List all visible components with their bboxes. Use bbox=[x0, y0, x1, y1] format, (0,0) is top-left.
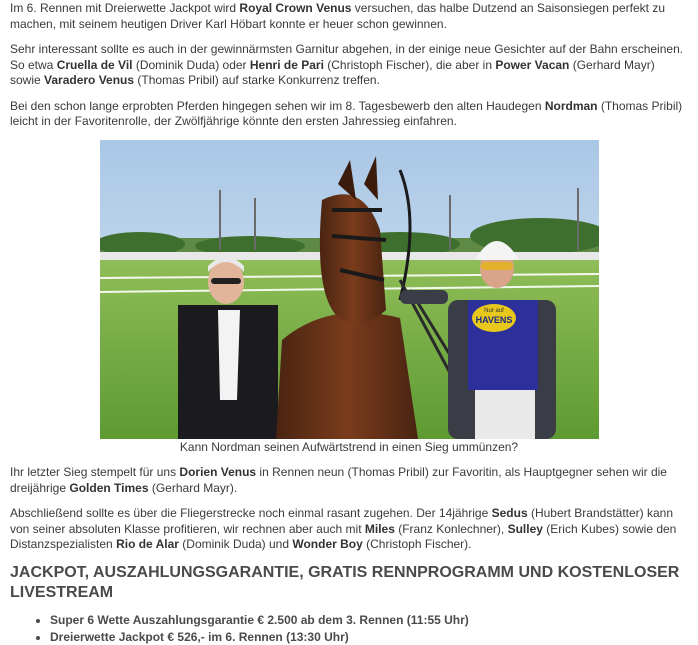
bold-name: Nordman bbox=[544, 98, 598, 113]
bold-name: Golden Times bbox=[69, 480, 149, 495]
text-run: (Erich Kubes) sowie den Distanzspezialisten bbox=[10, 521, 677, 551]
text-run: (Gerhard Mayr). bbox=[148, 480, 238, 495]
text-run: Bei den schon lange erprobten Pferden hingegen sehen wir im 8. Tagesbewerb den alten Haudegen bbox=[10, 98, 545, 113]
text-run: Im 6. Rennen mit Dreierwette Jackpot wird bbox=[10, 1, 240, 15]
bullet-item: • Dreierwette Jackpot € 526,- im 6. Rennen (13:30 Uhr) bbox=[50, 630, 688, 645]
following-paragraphs bbox=[10, 465, 688, 553]
figure-caption: Kann Nordman seinen Aufwärtstrend in einen Sieg ummünzen? bbox=[179, 439, 519, 454]
article-paragraph bbox=[10, 465, 688, 496]
text-run: (Hubert Brandstätter) kann von seiner absoluten Klasse profitieren, wir rechnen aber auch mit bbox=[10, 506, 674, 536]
text-run: (Dominik Duda) oder bbox=[132, 57, 250, 72]
bold-name: Sedus bbox=[491, 506, 528, 520]
text-run: versuchen, das halbe Dutzend an Saisonsiegen perfekt zu machen, mit seinem heutigen Driver Karl Höbart konnte er heuer schon gewinnen. bbox=[10, 1, 665, 31]
bold-name: Cruella de Vil bbox=[56, 57, 133, 72]
bold-name: Wonder Boy bbox=[292, 537, 363, 551]
article-paragraph bbox=[10, 506, 688, 553]
bold-name: Dorien Venus bbox=[179, 465, 257, 479]
article-paragraph bbox=[10, 99, 688, 130]
bold-name: Sulley bbox=[507, 521, 543, 536]
text-run: Ihr letzter Sieg stempelt für uns bbox=[10, 465, 180, 479]
text-run: Abschließend sollte es über die Fliegerstrecke noch einmal rasant zugehen. Der 14jährige bbox=[10, 506, 492, 520]
bold-name: Rio de Alar bbox=[116, 537, 179, 551]
text-run: in Rennen neun (Thomas Pribil) zur Favoritin, als Hauptgegner sehen wir die dreijährige bbox=[10, 465, 667, 495]
text-run: (Christoph Fischer), die aber in bbox=[323, 57, 496, 72]
jersey-text-top: Nur auf bbox=[483, 307, 504, 314]
text-run: (Thomas Pribil) leicht in der Favoritenrolle, der Zwölfjährige könnte den ersten Jahressieg einfahren. bbox=[10, 98, 683, 128]
article-paragraph bbox=[10, 42, 688, 89]
section-heading: JACKPOT, AUSZAHLUNGSGARANTIE, GRATIS RENNPROGRAMM UND KOSTENLOSER LIVESTREAM bbox=[10, 563, 680, 601]
bold-name: Henri de Pari bbox=[249, 57, 324, 72]
race-photo bbox=[100, 140, 599, 439]
text-run: (Thomas Pribil) auf starke Konkurrenz treffen. bbox=[134, 73, 380, 87]
text-run: (Gerhard Mayr) sowie bbox=[10, 57, 655, 87]
bullet-item: • Super 6 Wette Auszahlungsgarantie € 2.500 ab dem 3. Rennen (11:55 Uhr) bbox=[50, 613, 688, 628]
bold-name: Miles bbox=[364, 521, 395, 536]
article-paragraph bbox=[10, 1, 688, 32]
bold-name: Power Vacan bbox=[495, 57, 570, 72]
bold-name: Varadero Venus bbox=[44, 73, 135, 87]
article-body bbox=[0, 1, 698, 645]
text-run: (Christoph Fischer). bbox=[362, 537, 472, 551]
article-figure bbox=[10, 140, 688, 456]
text-run: (Dominik Duda) und bbox=[178, 537, 293, 551]
intro-paragraphs bbox=[10, 1, 688, 130]
bullet-list bbox=[10, 613, 688, 645]
text-run: Sehr interessant sollte es auch in der gewinnärmsten Garnitur abgehen, in der einige neue Gesichter auf der Bahn erscheinen. So etwa bbox=[10, 42, 684, 72]
text-run: (Franz Konlechner), bbox=[394, 521, 508, 536]
bold-name: Royal Crown Venus bbox=[239, 1, 352, 15]
jersey-text-main: HAVENS bbox=[475, 314, 512, 325]
